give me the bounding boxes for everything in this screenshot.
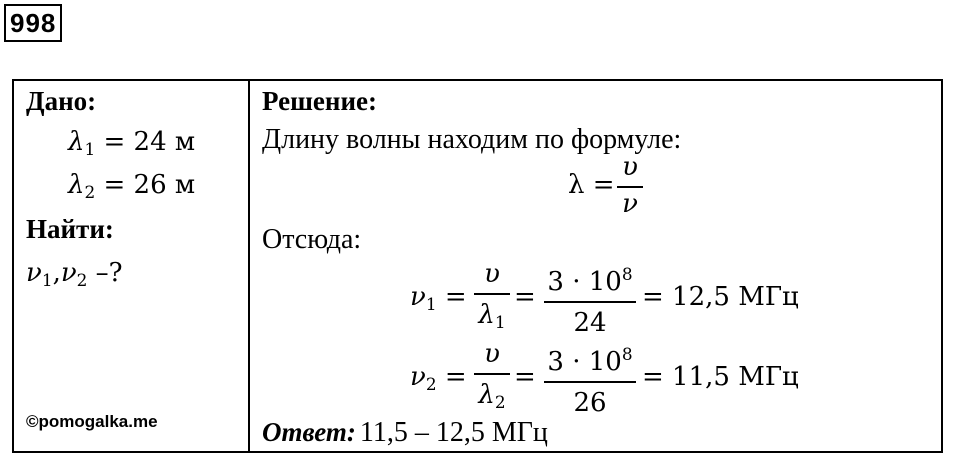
row2-eq2: = (514, 362, 536, 392)
problem-number: 998 (4, 4, 62, 42)
row2-lhs: $\nu_2$ = (410, 362, 467, 395)
row1-eq2: = (514, 282, 536, 312)
row2-fraction-v-lambda: υ $\lambda_2$ (474, 337, 510, 419)
row1-result: = 12,5 МГц (642, 282, 799, 312)
given-lambda1: $\lambda_1 = 24$ м (68, 127, 196, 160)
find-heading: Найти: (26, 214, 114, 244)
row2-fraction-numeric: $3 \cdot 10^8$ 26 (544, 337, 636, 420)
find-unknowns: $\nu_1,\nu_2$ –? (26, 258, 123, 291)
row2-result: = 11,5 МГц (642, 362, 799, 392)
answer-value: 11,5 – 12,5 МГц (359, 417, 548, 448)
given-heading: Дано: (26, 86, 97, 116)
solution-intro: Длину волны находим по формуле: (262, 124, 682, 155)
given-lambda2: $\lambda_2 = 26$ м (68, 170, 196, 203)
row1-fraction-v-lambda: υ $\lambda_1$ (474, 257, 510, 339)
answer-label: Ответ: (262, 417, 356, 447)
row1-fraction-numeric: $3 \cdot 10^8$ 24 (544, 257, 636, 340)
answer (262, 417, 548, 449)
formula-fraction: υ ν (617, 150, 643, 217)
hence-label: Отсюда: (262, 224, 362, 255)
formula-lhs: λ = (568, 170, 615, 200)
row1-lhs: $\nu_1$ = (410, 282, 467, 315)
solution-heading: Решение: (262, 86, 377, 116)
watermark: ©pomogalka.me (26, 412, 158, 431)
column-divider (248, 79, 250, 451)
